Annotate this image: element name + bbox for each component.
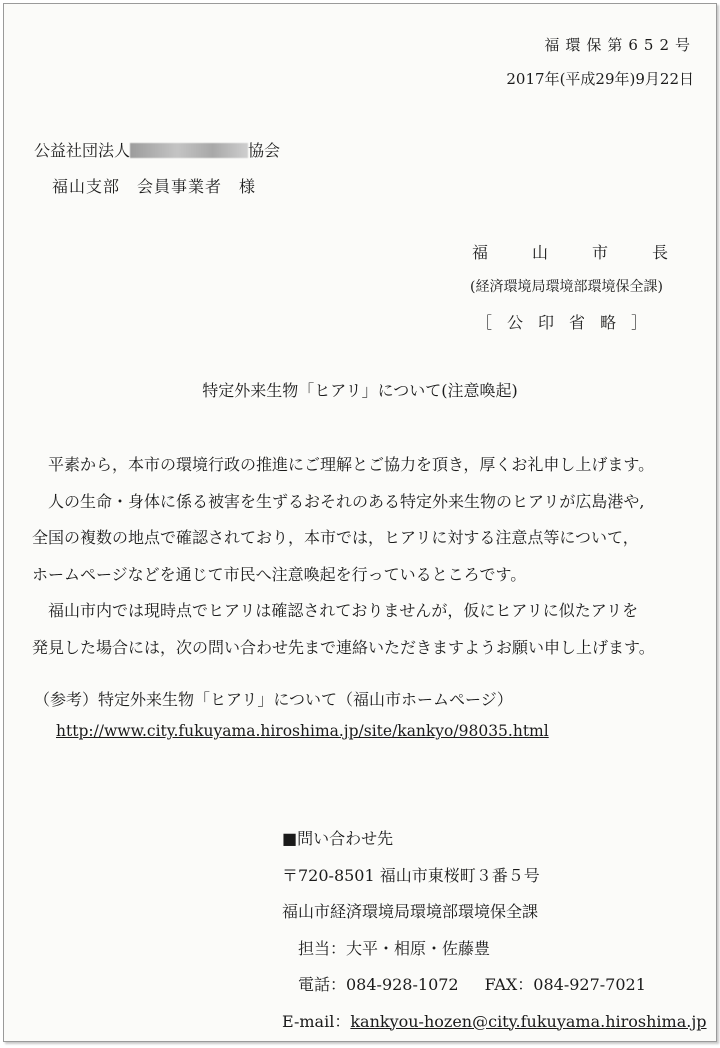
contact-fax: FAX：084-927-7021 [484, 975, 646, 994]
seal-char: 印 [538, 313, 556, 332]
body-line: 平素から，本市の環境行政の推進にご理解とご協力を頂き，厚くお礼申し上げます。 [32, 455, 655, 474]
seal-char: 公 [507, 313, 525, 332]
contact-email-line [282, 1004, 707, 1041]
recipient-org-prefix: 公益社団法人 [34, 141, 131, 160]
seal-char: 略 [600, 313, 618, 332]
sender-title-char: 市 [592, 243, 609, 262]
body-line: 人の生命・身体に係る被害を生ずるおそれのある特定外来生物のヒアリが広島港や, [32, 491, 645, 511]
recipient-org-suffix: 協会 [248, 141, 281, 160]
sender-title-char: 福 [472, 243, 489, 262]
document-date: 2017年(平成29年)9月22日 [506, 70, 694, 88]
seal-omitted-note [476, 310, 648, 333]
sender-title-char: 長 [652, 243, 669, 262]
seal-char: ］ [631, 313, 649, 332]
reference-url: http://www.city.fukuyama.hiroshima.jp/site/kankyo/98035.html [56, 722, 549, 740]
document-page [3, 3, 717, 1042]
contact-staff: 担当：大平・相原・佐藤豊 [298, 938, 491, 958]
document-number: 福環保第652号 [544, 36, 696, 54]
redacted-name-block [130, 143, 248, 158]
seal-char: 省 [569, 313, 587, 332]
recipient-line: 福山支部 会員事業者 様 [52, 177, 257, 196]
body-text [32, 447, 712, 666]
contact-block [282, 821, 707, 1040]
contact-email-link: kankyou-hozen@city.fukuyama.hiroshima.jp [350, 1011, 707, 1031]
sender-department: (経済環境局環境部環境保全課) [470, 279, 663, 295]
body-line: 全国の複数の地点で確認されており，本市では，ヒアリに対する注意点等について， [32, 528, 639, 547]
body-line: ホームページなどを通じて市民へ注意喚起を行っているところです。 [32, 564, 527, 584]
contact-tel: 電話：084-928-1072 [298, 975, 459, 994]
document-subject: 特定外来生物「ヒアリ」について(注意喚起) [202, 381, 518, 400]
body-line: 発見した場合には，次の問い合わせ先まで連絡いただきますようお願い申し上げます。 [32, 637, 655, 657]
sender-title [472, 240, 668, 263]
contact-phone-line [282, 967, 707, 1004]
contact-address: 〒720-8501 福山市東桜町３番５号 [282, 865, 540, 885]
recipient-organization [34, 138, 280, 161]
contact-email-label: E-mail： [282, 1011, 351, 1031]
contact-department: 福山市経済環境局環境部環境保全課 [282, 902, 539, 921]
sender-title-char: 山 [532, 243, 549, 262]
reference-label: （参考）特定外来生物「ヒアリ」について（福山市ホームページ） [34, 690, 513, 709]
seal-char: ［ [476, 313, 494, 332]
body-line: 福山市内では現時点でヒアリは確認されておりませんが，仮にヒアリに似たアリを [32, 601, 639, 620]
contact-heading: ■問い合わせ先 [282, 829, 394, 848]
